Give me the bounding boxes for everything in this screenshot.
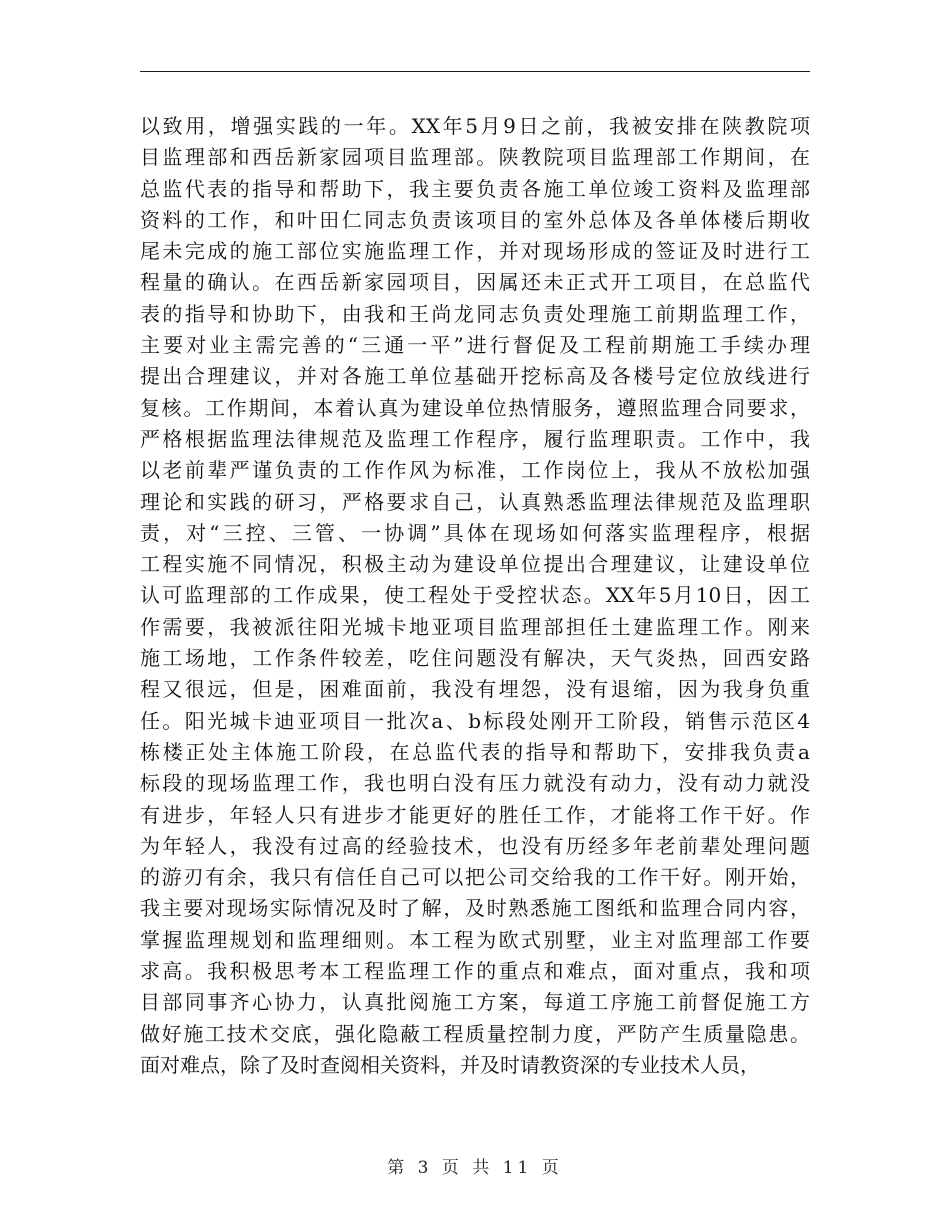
text-line: 做好施工技术交底，强化隐蔽工程质量控制力度，严防产生质量隐患。	[140, 1021, 810, 1046]
text-line: 面对难点，除了及时查阅相关资料，并及时请教资深的专业技术人员，	[140, 1052, 760, 1077]
text-line: 理论和实践的研习，严格要求自己，认真熟悉监理法律规范及监理职	[140, 489, 810, 514]
text-line: 工程实施不同情况，积极主动为建设单位提出合理建议，让建设单位	[140, 552, 810, 577]
text-line: 尾未完成的施工部位实施监理工作，并对现场形成的签证及时进行工	[140, 239, 810, 264]
text-line: 栋楼正处主体施工阶段，在总监代表的指导和帮助下，安排我负责a	[140, 739, 810, 764]
text-line: 求高。我积极思考本工程监理工作的重点和难点，面对重点，我和项	[140, 959, 810, 984]
text-line: 以老前辈严谨负责的工作作风为标准，工作岗位上，我从不放松加强	[140, 458, 810, 483]
text-line: 施工场地，工作条件较差，吃住问题没有解决，天气炎热，回西安路	[140, 646, 810, 671]
text-line: 的游刃有余，我只有信任自己可以把公司交给我的工作干好。刚开始，	[140, 865, 810, 890]
text-line: 总监代表的指导和帮助下，我主要负责各施工单位竣工资料及监理部	[140, 176, 810, 201]
text-line: 目部同事齐心协力，认真批阅施工方案，每道工序施工前督促施工方	[140, 990, 810, 1015]
text-line: 主要对业主需完善的“三通一平”进行督促及工程前期施工手续办理	[140, 333, 810, 358]
text-line: 认可监理部的工作成果，使工程处于受控状态。XX年5月10日，因工	[140, 583, 810, 608]
document-body	[140, 111, 810, 1081]
text-line: 我主要对现场实际情况及时了解，及时熟悉施工图纸和监理合同内容，	[140, 896, 810, 921]
text-line: 标段的现场监理工作，我也明白没有压力就没有动力，没有动力就没	[140, 771, 810, 796]
text-line: 责，对“三控、三管、一协调”具体在现场如何落实监理程序，根据	[140, 520, 810, 545]
text-line: 资料的工作，和叶田仁同志负责该项目的室外总体及各单体楼后期收	[140, 207, 810, 232]
text-line: 有进步，年轻人只有进步才能更好的胜任工作，才能将工作干好。作	[140, 802, 810, 827]
text-line: 为年轻人，我没有过高的经验技术，也没有历经多年老前辈处理问题	[140, 833, 810, 858]
text-line: 任。阳光城卡迪亚项目一批次a、b标段处刚开工阶段，销售示范区4	[140, 708, 810, 733]
text-line: 严格根据监理法律规范及监理工作程序，履行监理职责。工作中，我	[140, 426, 810, 451]
text-line: 提出合理建议，并对各施工单位基础开挖标高及各楼号定位放线进行	[140, 364, 810, 389]
text-line: 掌握监理规划和监理细则。本工程为欧式别墅，业主对监理部工作要	[140, 927, 810, 952]
text-line: 复核。工作期间，本着认真为建设单位热情服务，遵照监理合同要求，	[140, 395, 810, 420]
text-line: 目监理部和西岳新家园项目监理部。陕教院项目监理部工作期间，在	[140, 145, 810, 170]
text-line: 表的指导和协助下，由我和王尚龙同志负责处理施工前期监理工作，	[140, 301, 810, 326]
header-rule	[140, 71, 810, 72]
text-line: 程又很远，但是，困难面前，我没有埋怨，没有退缩，因为我身负重	[140, 677, 810, 702]
text-line: 程量的确认。在西岳新家园项目，因属还未正式开工项目，在总监代	[140, 270, 810, 295]
text-line: 以致用，增强实践的一年。XX年5月9日之前，我被安排在陕教院项	[140, 114, 810, 138]
page-number: 第 3 页 共 11 页	[387, 1158, 563, 1178]
text-line: 作需要，我被派往阳光城卡地亚项目监理部担任土建监理工作。刚来	[140, 614, 810, 639]
